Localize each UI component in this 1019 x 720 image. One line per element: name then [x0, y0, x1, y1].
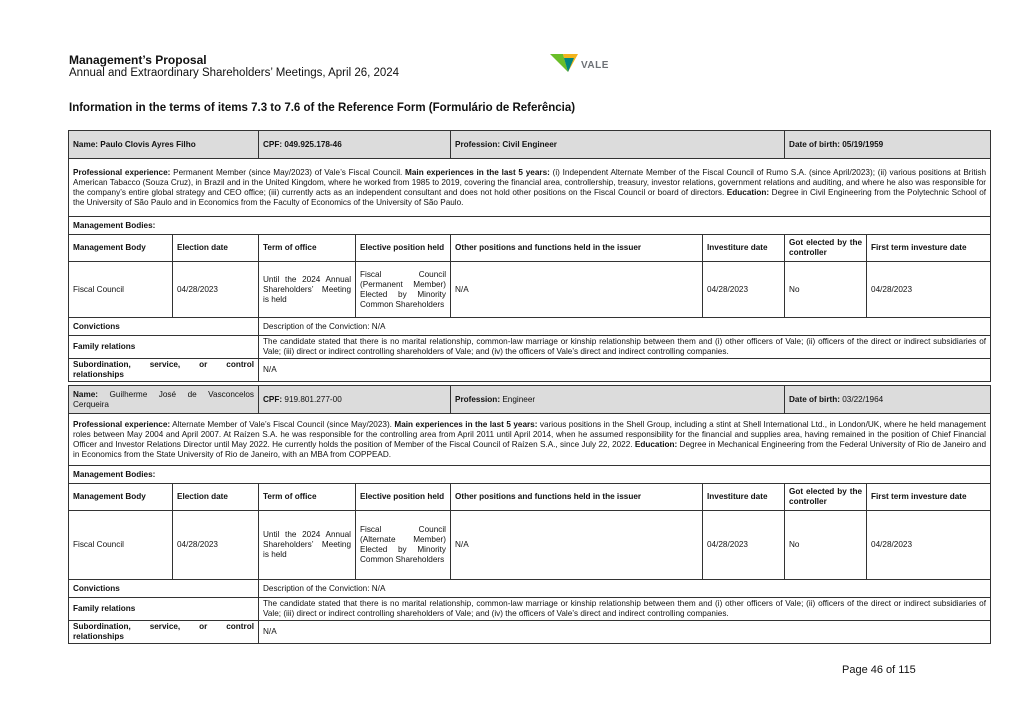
- cell-body: Fiscal Council: [69, 511, 173, 580]
- education-label: Education:: [634, 439, 678, 449]
- col-investiture-date: Investiture date: [703, 235, 785, 262]
- proposal-title: Management’s Proposal: [69, 53, 207, 67]
- subordination-label: Subordination, service, or control relationships: [69, 359, 259, 382]
- candidate-table-2: [68, 385, 991, 644]
- cell-first-term: 04/28/2023: [867, 262, 991, 318]
- col-term-of-office: Term of office: [259, 484, 356, 511]
- convictions-value: Description of the Conviction: N/A: [259, 318, 991, 336]
- dob-label: Date of birth:: [789, 394, 840, 404]
- candidate-dob: [785, 386, 991, 414]
- col-got-elected: Got elected by the controller: [785, 235, 867, 262]
- family-label: Family relations: [69, 598, 259, 621]
- cpf-value: 919.801.277-00: [282, 394, 342, 404]
- col-term-of-office: Term of office: [259, 235, 356, 262]
- exp-text: Alternate Member of Vale’s Fiscal Council (since May/2023).: [170, 419, 395, 429]
- cell-position: Fiscal Council (Alternate Member) Elected by Minority Common Shareholders: [356, 511, 451, 580]
- col-management-body: Management Body: [69, 484, 173, 511]
- convictions-label: Convictions: [69, 580, 259, 598]
- exp-label: Professional experience:: [73, 419, 171, 429]
- cell-investiture: 04/28/2023: [703, 262, 785, 318]
- candidate-cpf: CPF: 049.925.178-46: [259, 131, 451, 159]
- management-bodies-label: Management Bodies:: [69, 217, 991, 235]
- cell-other: N/A: [451, 262, 703, 318]
- education-label: Education:: [726, 187, 770, 197]
- subordination-label: Subordination, service, or control relationships: [69, 621, 259, 644]
- section-title: Information in the terms of items 7.3 to 7.6 of the Reference Form (Formulário de Referência): [69, 102, 576, 114]
- main-exp-label: Main experiences in the last 5 years:: [394, 419, 538, 429]
- profession-value: Engineer: [500, 394, 536, 404]
- cell-first-term: 04/28/2023: [867, 511, 991, 580]
- subordination-value: N/A: [259, 359, 991, 382]
- cell-position: Fiscal Council (Permanent Member) Elected by Minority Common Shareholders: [356, 262, 451, 318]
- convictions-label: Convictions: [69, 318, 259, 336]
- col-elective-position: Elective position held: [356, 484, 451, 511]
- col-investiture-date: Investiture date: [703, 484, 785, 511]
- cell-controller: No: [785, 511, 867, 580]
- candidate-id-row: [69, 131, 991, 159]
- col-election-date: Election date: [173, 484, 259, 511]
- profession-label: Profession:: [455, 394, 501, 404]
- cell-term: Until the 2024 Annual Shareholders’ Meeting is held: [259, 511, 356, 580]
- name-value: Guilherme José de Vasconcelos Cerqueira: [73, 389, 254, 409]
- experience-text: [69, 414, 991, 466]
- candidate-cpf: [259, 386, 451, 414]
- education-text: Degree in Mechanical Engineering from the Federal University of Rio de Janeiro and in Economics from the State University of Rio de Janeiro, with an MBA from COPPEAD.: [73, 439, 987, 459]
- columns-header-row: [69, 484, 991, 511]
- col-management-body: Management Body: [69, 235, 173, 262]
- experience-row: [69, 414, 991, 466]
- cell-election-date: 04/28/2023: [173, 262, 259, 318]
- candidate-table-1: [68, 130, 991, 382]
- cell-election-date: 04/28/2023: [173, 511, 259, 580]
- education-text: Degree in Civil Engineering from the Polytechnic School of the University of São Paulo and in Economics from the Faculty of Economics of the University of São Paulo.: [73, 187, 987, 207]
- family-value: The candidate stated that there is no marital relationship, common-law marriage or kinship relationship between them and (i) other officers of Vale; (ii) officers of the direct or indirect subsidiaries of Vale; (iii) direct or indirect controlling shareholders of Vale; and (iv) the officers of Vale’s direct and indirect controlling companies.: [259, 336, 991, 359]
- cell-investiture: 04/28/2023: [703, 511, 785, 580]
- dob-value: 03/22/1964: [839, 394, 884, 404]
- table-row: [69, 262, 991, 318]
- col-got-elected: Got elected by the controller: [785, 484, 867, 511]
- main-exp-label: Main experiences in the last 5 years:: [405, 167, 550, 177]
- candidate-name: [69, 386, 259, 414]
- name-label: Name:: [73, 389, 99, 399]
- main-exp-text: (i) Independent Alternate Member of the Fiscal Council of Rumo S.A. (since April/2023); (ii) various positions at British American Tabacco (Souza Cruz), in Brazil and in the United Kingdom, where he worked from 1985 to 2019, covering the financial area, controllership, treasury, investor relations, government relations and auditing, and where he also was responsible for the company’s entire global strategy and CEO office; (iii) currently acts as an independent consultant and does not hold other positions on the Fiscal Council or board of directors.: [73, 167, 987, 197]
- convictions-value: Description of the Conviction: N/A: [259, 580, 991, 598]
- cell-term: Until the 2024 Annual Shareholders’ Meeting is held: [259, 262, 356, 318]
- cell-other: N/A: [451, 511, 703, 580]
- page-number: Page 46 of 115: [842, 664, 916, 676]
- cell-body: Fiscal Council: [69, 262, 173, 318]
- family-label: Family relations: [69, 336, 259, 359]
- col-other-positions: Other positions and functions held in the issuer: [451, 235, 703, 262]
- vale-logo-text: VALE: [581, 60, 609, 71]
- experience-text: [69, 159, 991, 217]
- exp-text: Permanent Member (since May/2023) of Vale’s Fiscal Council.: [170, 167, 406, 177]
- experience-row: [69, 159, 991, 217]
- col-first-term: First term investure date: [867, 484, 991, 511]
- family-value: The candidate stated that there is no marital relationship, common-law marriage or kinship relationship between them and (i) other officers of Vale; (ii) officers of the direct or indirect subsidiaries of Vale; (iii) direct or indirect controlling shareholders of Vale; and (iv) the officers of Vale’s direct and indirect controlling companies.: [259, 598, 991, 621]
- management-bodies-label: Management Bodies:: [69, 466, 991, 484]
- candidate-dob: Date of birth: 05/19/1959: [785, 131, 991, 159]
- cell-controller: No: [785, 262, 867, 318]
- col-other-positions: Other positions and functions held in the issuer: [451, 484, 703, 511]
- exp-label: Professional experience:: [73, 167, 171, 177]
- subordination-value: N/A: [259, 621, 991, 644]
- candidate-name: Name: Paulo Clovis Ayres Filho: [69, 131, 259, 159]
- candidate-id-row: [69, 386, 991, 414]
- main-exp-text: various positions in the Shell Group, including a stint at Shell International Ltd., in London/UK, where he held management roles between May 2004 and April 2007. At Raízen S.A. he was responsible for the controlling area from April 2011 until April 2014, when he assumed responsibility for the financial and supplies area, having remained in the position of Chief Financial Officer and Investor Relations Director until May 2022. He currently holds the position of Member of the Fiscal Council of Raízen S.A., since July 22, 2022.: [73, 419, 987, 449]
- columns-header-row: [69, 235, 991, 262]
- table-row: [69, 511, 991, 580]
- col-elective-position: Elective position held: [356, 235, 451, 262]
- candidate-profession: Profession: Civil Engineer: [451, 131, 785, 159]
- meeting-subtitle: Annual and Extraordinary Shareholders’ Meetings, April 26, 2024: [69, 67, 400, 79]
- candidate-profession: [451, 386, 785, 414]
- col-election-date: Election date: [173, 235, 259, 262]
- col-first-term: First term investure date: [867, 235, 991, 262]
- cpf-label: CPF:: [263, 394, 283, 404]
